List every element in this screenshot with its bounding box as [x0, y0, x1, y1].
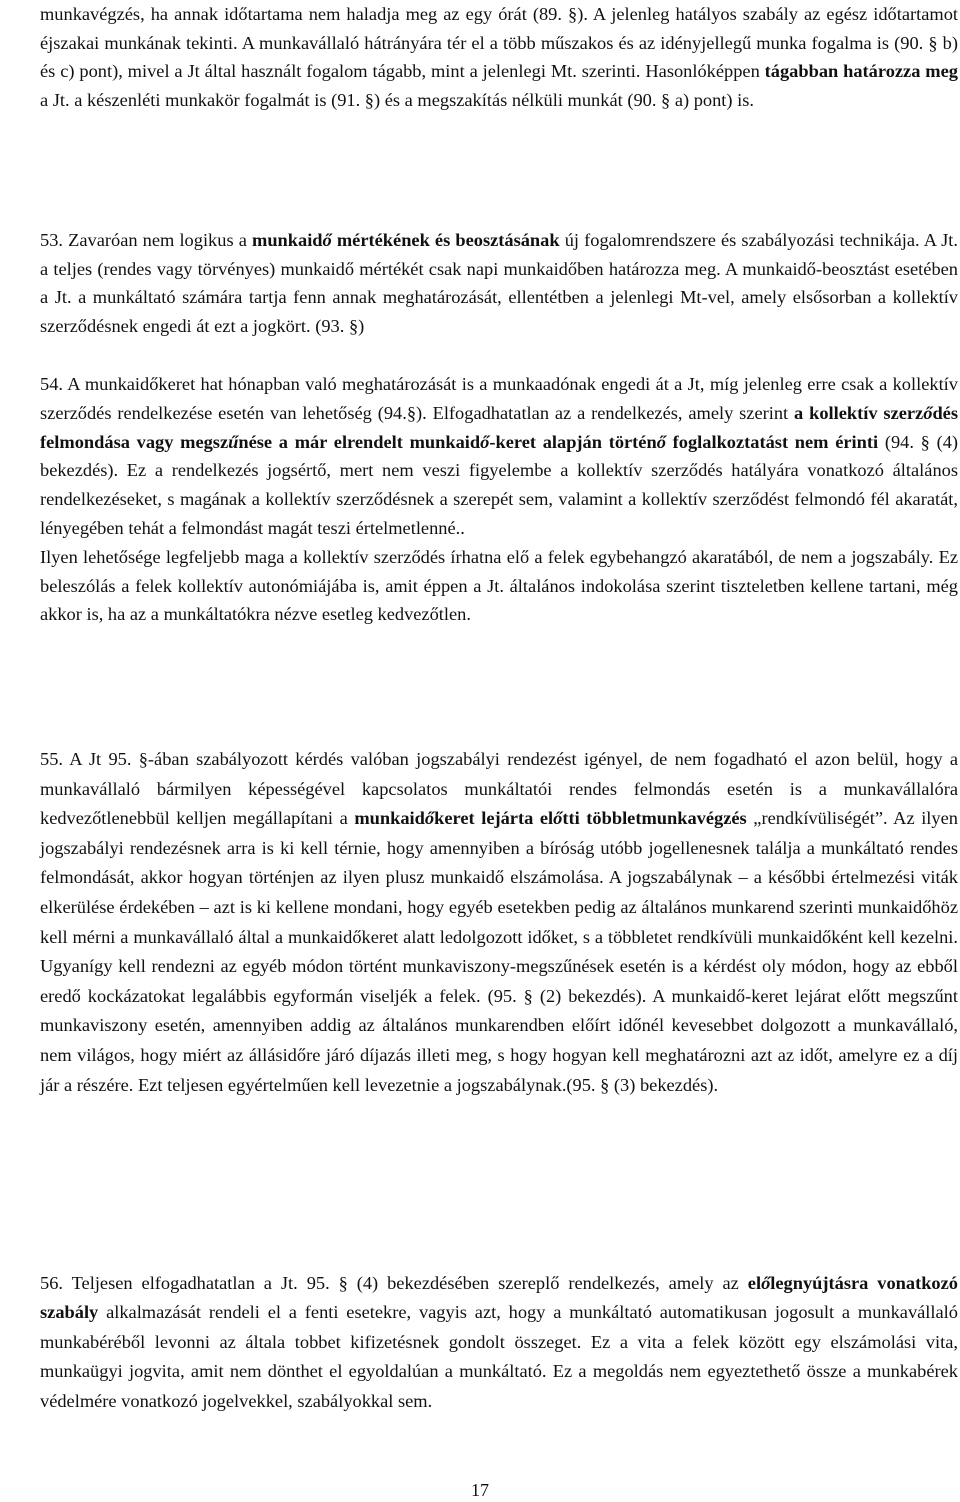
paragraph-top — [40, 0, 958, 114]
text-segment: dés felmondása vagy megsz — [40, 402, 958, 452]
text-segment: a Jt. a készenléti munkakör fogalmát is (91. §) és a megszakítás nélküli munkát (90. § a) pont) is. — [40, 89, 754, 110]
text-segment: mértékének és beosztásának — [331, 230, 560, 250]
paragraph-number: 55. — [40, 749, 63, 769]
text-segment: Zavaróan nem logikus a — [63, 230, 252, 250]
text-segment: A munkaidőkeret hat hónapban való meghatározását is a munkaadónak engedi át a Jt, míg jelenleg erre csak a kollektív szerződés rendelkezése esetén van lehetőség (94.§). Elfogadhatatlan az a rendelkezés, amely szerint — [40, 374, 958, 423]
text-segment: új fogalomrendszere és szabályozási technikája. A Jt. a teljes (rendes vagy törvényes) munkaidő mértékét csak napi munkaidőben határozza meg. A munkaidő-beosztást esetében a Jt. a munkáltató számára tartja fenn annak meghatározását, ellentétben a jelenlegi Mt-vel, amely elsősorban a kollektív szerződésnek engedi át ezt a jogkört. (93. §) — [40, 230, 958, 336]
paragraph-54 — [40, 370, 958, 629]
text-segment: tti többletmunkavégzés — [562, 808, 747, 829]
text-segment: ő — [761, 1273, 771, 1293]
text-segment: Teljesen elfogadhatatlan a Jt. 95. § (4) bekezdésében szereplő rendelkezés, amely az — [63, 1273, 748, 1293]
text-segment: foglalkoztatást nem érinti — [665, 431, 879, 452]
paragraph-53 — [40, 226, 958, 340]
text-segment: tágabban határozza meg — [764, 61, 958, 82]
text-segment: ő — [656, 431, 666, 452]
text-segment: keret lejárta el — [434, 808, 554, 829]
text-segment: ő — [424, 808, 435, 829]
paragraph-56 — [40, 1269, 958, 1416]
text-segment: ő — [553, 808, 563, 829]
text-segment: a kollektív szerz — [794, 402, 924, 423]
text-segment: -keret alapján törté — [489, 431, 647, 452]
text-segment: alkalmazását rendeli el a fenti esetekre, vagyis azt, hogy a munkáltató automatikusan jogosult a munkavállaló munkabéréből levonni az általa tobbet kifizetésnek gondolt összeget. Ez a vita a felek között egy elszámolási vita, munkaügyi jogvita, amit nem dönthet el egyoldalúan a munkáltató. Ez a megoldás nem egyeztethető össze a munkabérek védelmére vonatkozó jogelvekkel, szabályokkal sem. — [40, 1302, 958, 1411]
text-segment: munkaid — [354, 808, 425, 829]
paragraph-56-text — [40, 1273, 958, 1411]
text-segment: ű — [228, 431, 239, 452]
paragraph-54-text — [40, 374, 958, 538]
text-segment: ő — [480, 431, 490, 452]
paragraph-55-text — [40, 749, 958, 1095]
text-segment: munkaid — [252, 230, 323, 250]
paragraph-55 — [40, 745, 958, 1100]
paragraph-number: 53. — [40, 230, 63, 250]
paragraph-54-continuation: Ilyen lehetősége legfeljebb maga a kollektív szerződés írhatna elő a felek egybehangzó akaratából, de nem a jogszabály. Ez beleszólás a felek kollektív autonómiájába is, amit éppen a Jt. általános indokolása szerint tiszteletben kellene tartani, még akkor is, ha az a munkáltatókra nézve esetleg kedvezőtlen. — [40, 546, 958, 625]
text-segment: ő — [322, 230, 332, 250]
text-segment: n — [646, 431, 657, 452]
paragraph-number: 56. — [40, 1273, 63, 1293]
text-segment: legnyújtásra vonatkozó szabály — [40, 1273, 958, 1323]
text-segment: A Jt 95. §-ában szabályozott kérdés valóban jogszabályi rendezést igényel, de nem fogadható el azon belül, hogy a munkavállaló bármilyen képességével kapcsolatos munkáltatói rendes felmondás esetén is a munkavállalóra kedvezőtlenebbül kelljen megállapítani a — [40, 749, 958, 829]
paragraph-top-text — [40, 0, 958, 114]
text-segment: ő — [923, 402, 933, 423]
text-segment: munkavégzés, ha annak időtartama nem haladja meg az egy órát (89. §). A jelenleg hatályos szabály az egész időtartamot éjszakai munkának tekinti. A munkavállaló hátrányára tér el a több műszakos és az idényjellegű munka fogalma is (90. § b) és c) pont), mivel a Jt által használt fogalom tágabb, mint a jelenlegi Mt. szerinti. Hasonlóképpen — [40, 4, 958, 82]
paragraph-number: 54. — [40, 374, 63, 394]
text-segment: „rendkívüliségét”. Az ilyen jogszabályi rendezésnek arra is ki kell térnie, hogy amennyiben a bíróság utóbb jogellenesnek találja a munkáltató rendes felmondását, akkor hogyan történjen az ilyen plusz munkaidő elszámolása. A jogszabálynak – a későbbi értelmezési viták elkerülése érdekében – azt is ki kellene mondani, hogy egyéb esetekben pedig az általános munkarend szerinti munkaidőhöz kell mérni a munkavállaló által a munkaidőkeret alatt ledolgozott időket, s a többletet rendkívüli munkaidőként kell kezelni. Ugyanígy kell rendezni az egyéb módon történt munkaviszony-megszűnések esetén is a kérdést oly módon, hogy az ebből eredő kockázatokat legalábbis egyformán viseljék a felek. (95. § (2) bekezdés). A munkaidő-keret lejárat előtt megszűnt munkaviszony esetén, amennyiben addig az általános munkarendben előírt időnél kevesebbet dolgozott a munkavállaló, nem világos, hogy miért az állásidőre járó díjazás illeti meg, s hogy hogyan kell meghatározni azt az időt, amelyre ez a díj jár a részére. Ezt teljesen egyértelműen kell levezetnie a jogszabálynak.(95. § (3) bekezdés). — [40, 808, 958, 1095]
text-segment: nése a már elrendelt munkaid — [238, 431, 481, 452]
paragraph-53-text — [40, 230, 958, 336]
text-segment: el — [747, 1273, 762, 1293]
page-number: 17 — [471, 1480, 489, 1500]
text-segment: (94. § (4) bekezdés). Ez a rendelkezés jogsértő, mert nem veszi figyelembe a kollektív szerződés hatályára vonatkozó általános rendelkezéseket, s magának a kollektív szerződésnek a szerepét sem, valamint a kollektív szerződést felmondó fél akaratát, lényegében tehát a felmondást magát teszi értelmetlenné.. — [40, 431, 959, 538]
